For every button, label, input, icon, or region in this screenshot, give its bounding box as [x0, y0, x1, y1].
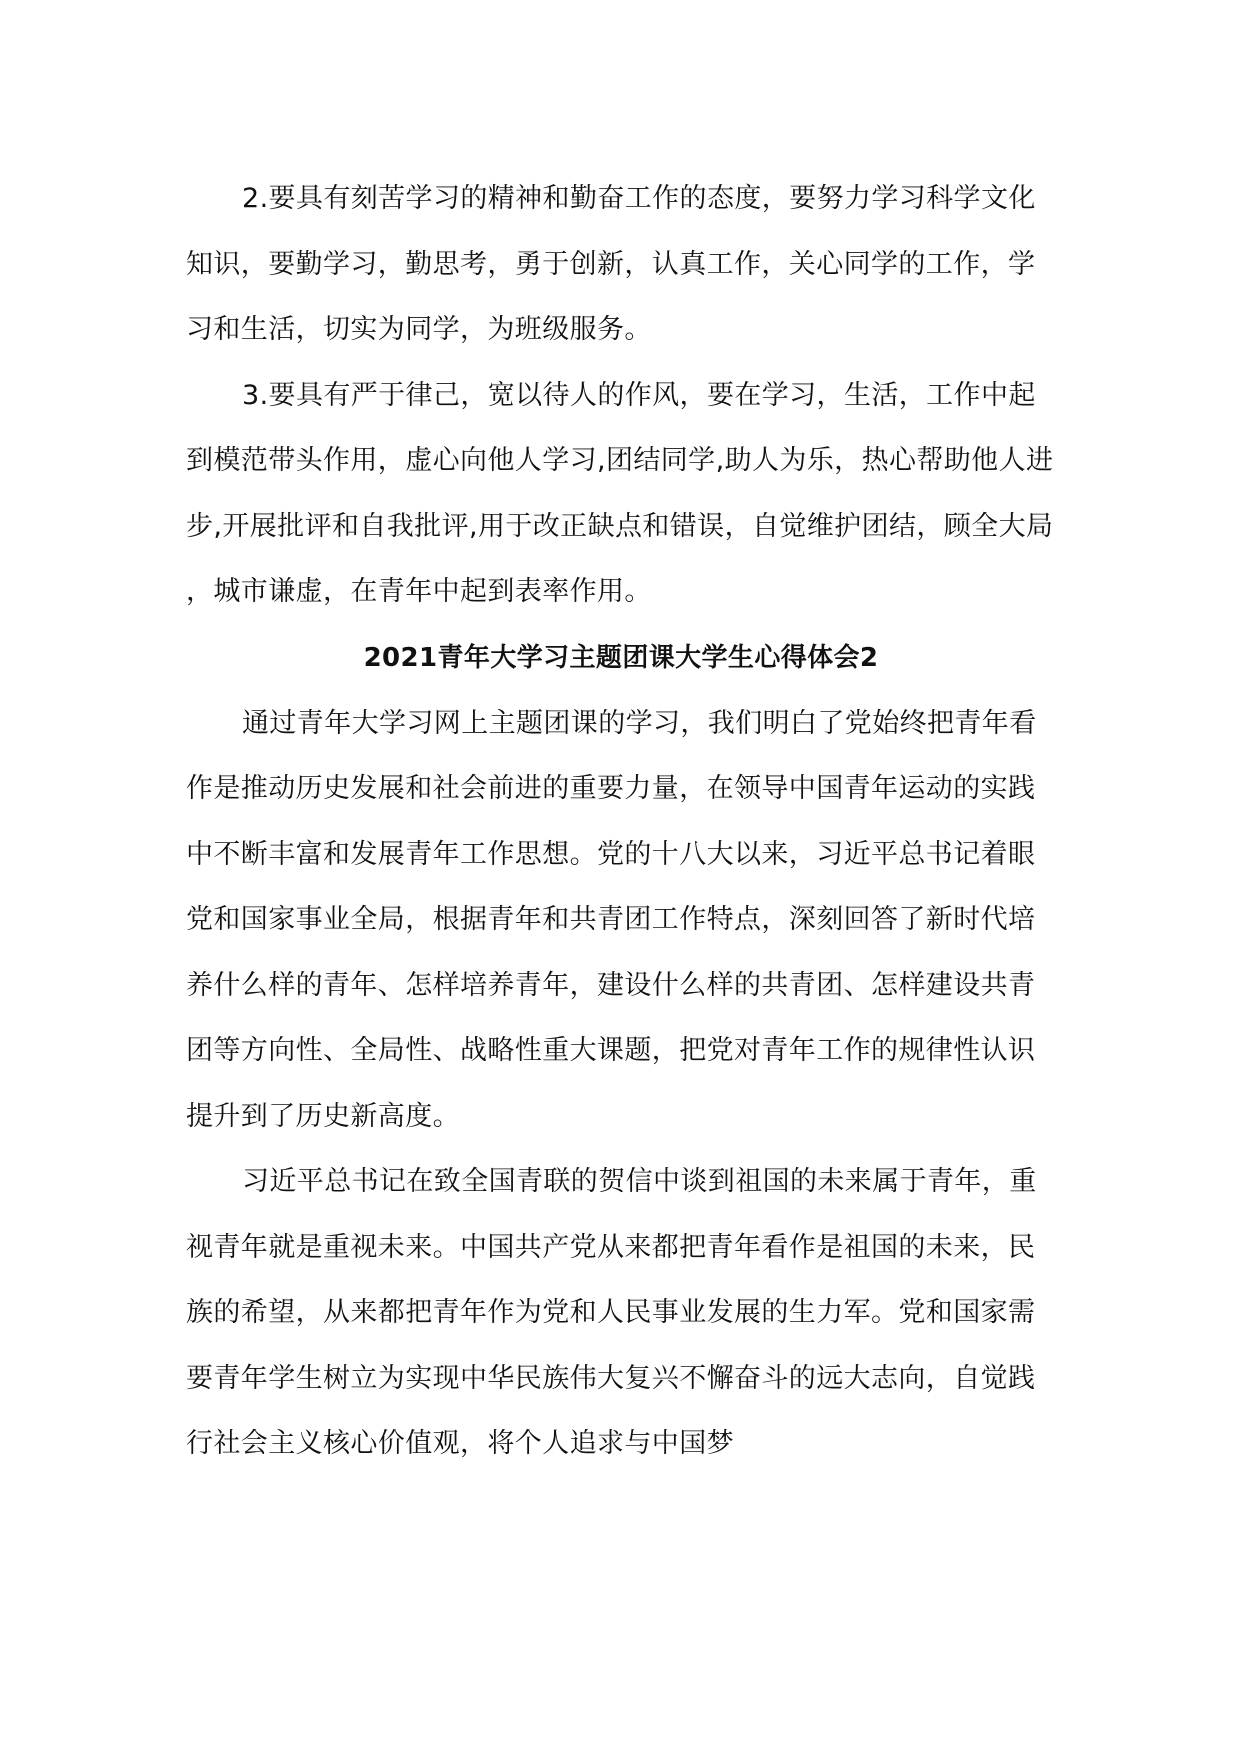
paragraph-item-2: 2.要具有刻苦学习的精神和勤奋工作的态度，要努力学习科学文化知识，要勤学习，勤思考，勇于创新，认真工作，关心同学的工作，学习和生活，切实为同学，为班级服务。 — [186, 183, 1036, 345]
section-heading: 2021青年大学习主题团课大学生心得体会2 — [363, 642, 879, 673]
document-body — [186, 166, 1056, 1477]
paragraph-youth-future: 习近平总书记在致全国青联的贺信中谈到祖国的未来属于青年，重视青年就是重视未来。中国共产党从来都把青年看作是祖国的未来，民族的希望，从来都把青年作为党和人民事业发展的生力军。党和国家需要青年学生树立为实现中华民族伟大复兴不懈奋斗的远大志向，自觉践行社会主义核心价值观，将个人追求与中国梦 — [186, 1166, 1037, 1459]
paragraph-study-summary: 通过青年大学习网上主题团课的学习，我们明白了党始终把青年看作是推动历史发展和社会前进的重要力量，在领导中国青年运动的实践中不断丰富和发展青年工作思想。党的十八大以来，习近平总书记着眼党和国家事业全局，根据青年和共青团工作特点，深刻回答了新时代培养什么样的青年、怎样培养青年，建设什么样的共青团、怎样建设共青团等方向性、全局性、战略性重大课题，把党对青年工作的规律性认识提升到了历史新高度。 — [186, 707, 1037, 1132]
paragraph-item-3: 3.要具有严于律己，宽以待人的作风，要在学习，生活，工作中起到模范带头作用，虚心向他人学习,团结同学,助人为乐，热心帮助他人进步,开展批评和自我批评,用于改正缺点和错误，自觉维护团结，顾全大局，城市谦虚，在青年中起到表率作用。 — [186, 379, 1054, 607]
